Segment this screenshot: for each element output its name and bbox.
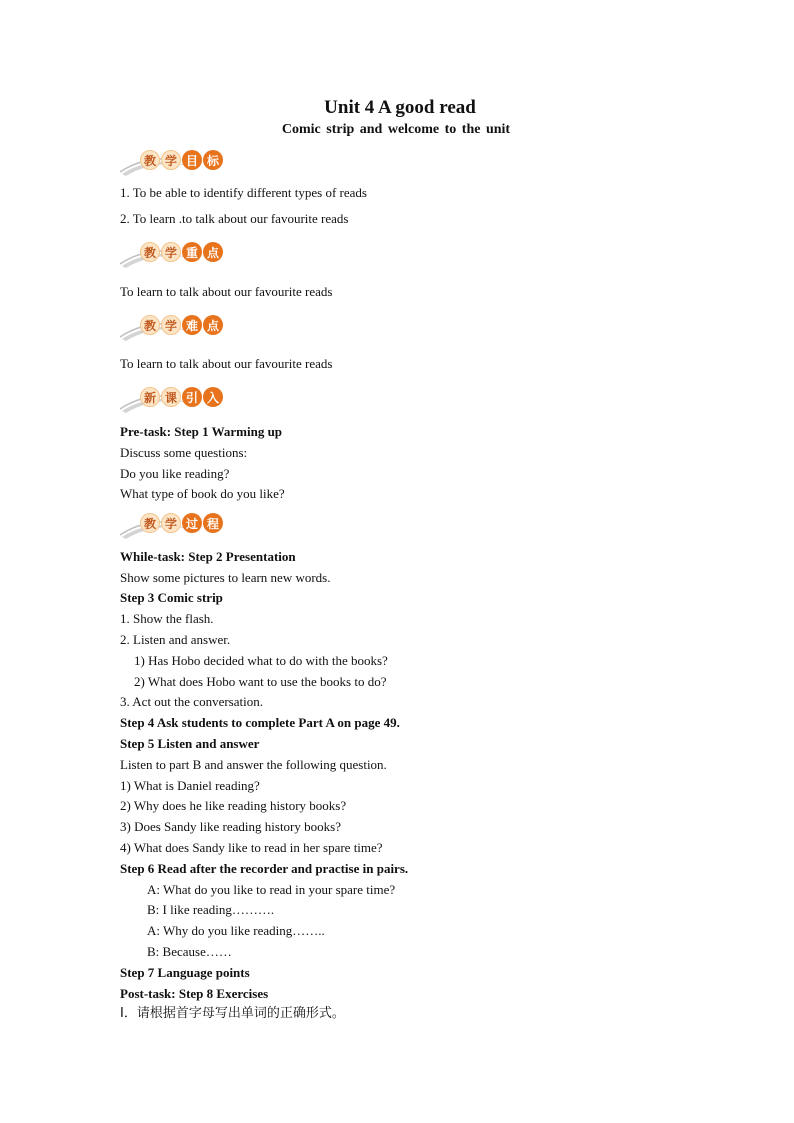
badge-char: 过: [182, 513, 202, 533]
page-title: Unit 4 A good read: [324, 97, 476, 118]
body-line: 1) What is Daniel reading?: [120, 778, 260, 793]
while-task-heading: While-task: Step 2 Presentation: [120, 549, 296, 564]
body-line: 2) Why does he like reading history books?: [120, 798, 347, 813]
post-task-heading: Post-task: Step 8 Exercises: [120, 986, 269, 1001]
body-line: Discuss some questions:: [120, 445, 248, 460]
body-line: Show some pictures to learn new words.: [120, 570, 331, 585]
dialog-line: B: Because……: [147, 944, 232, 959]
badge-char: 学: [161, 513, 181, 533]
section-badge-objectives: [120, 148, 224, 178]
body-line: 3) Does Sandy like reading history books?: [120, 819, 341, 834]
body-line: 2. Listen and answer.: [120, 632, 231, 647]
step-heading: Step 6 Read after the recorder and practise in pairs.: [120, 861, 409, 876]
badge-char: 点: [203, 315, 223, 335]
badge-char: 目: [182, 150, 202, 170]
pre-task-heading: Pre-task: Step 1 Warming up: [120, 424, 283, 439]
step-heading: Step 4 Ask students to complete Part A on page 49.: [120, 715, 400, 730]
badge-char: 程: [203, 513, 223, 533]
step-heading: Step 7 Language points: [120, 965, 250, 980]
key-point-text: To learn to talk about our favourite reads: [120, 284, 333, 299]
section-badge-key-points: [120, 240, 224, 270]
step-heading: Step 3 Comic strip: [120, 590, 223, 605]
badge-char: 学: [161, 242, 181, 262]
badge-char: 重: [182, 242, 202, 262]
dialog-line: B: I like reading……….: [147, 902, 275, 917]
badge-char: 点: [203, 242, 223, 262]
body-line: 1) Has Hobo decided what to do with the books?: [134, 653, 388, 668]
objective-item: 1. To be able to identify different types of reads: [120, 185, 367, 200]
step-heading: Step 5 Listen and answer: [120, 736, 260, 751]
badge-char: 新: [140, 387, 160, 407]
body-line: 4) What does Sandy like to read in her spare time?: [120, 840, 383, 855]
badge-char: 教: [140, 513, 160, 533]
badge-char: 学: [161, 315, 181, 335]
body-line: 1. Show the flash.: [120, 611, 214, 626]
badge-char: 标: [203, 150, 223, 170]
badge-char: 入: [203, 387, 223, 407]
badge-char: 教: [140, 242, 160, 262]
section-badge-process: [120, 511, 224, 541]
body-line: What type of book do you like?: [120, 486, 285, 501]
section-badge-difficulties: [120, 313, 224, 343]
badge-char: 引: [182, 387, 202, 407]
dialog-line: A: Why do you like reading……..: [147, 923, 325, 938]
badge-char: 教: [140, 150, 160, 170]
body-line: 2) What does Hobo want to use the books to do?: [134, 674, 387, 689]
badge-char: 学: [161, 150, 181, 170]
dialog-line: A: What do you like to read in your spare time?: [147, 882, 396, 897]
badge-char: 课: [161, 387, 181, 407]
body-line: 3. Act out the conversation.: [120, 694, 263, 709]
objective-item: 2. To learn .to talk about our favourite reads: [120, 211, 349, 226]
section-badge-introduction: [120, 385, 224, 415]
page-subtitle: Comic strip and welcome to the unit: [281, 122, 511, 137]
exercise-instruction: I．请根据首字母写出单词的正确形式。: [120, 1006, 345, 1021]
badge-char: 教: [140, 315, 160, 335]
body-line: Do you like reading?: [120, 466, 230, 481]
badge-char: 难: [182, 315, 202, 335]
difficulty-text: To learn to talk about our favourite reads: [120, 356, 333, 371]
body-line: Listen to part B and answer the following question.: [120, 757, 387, 772]
